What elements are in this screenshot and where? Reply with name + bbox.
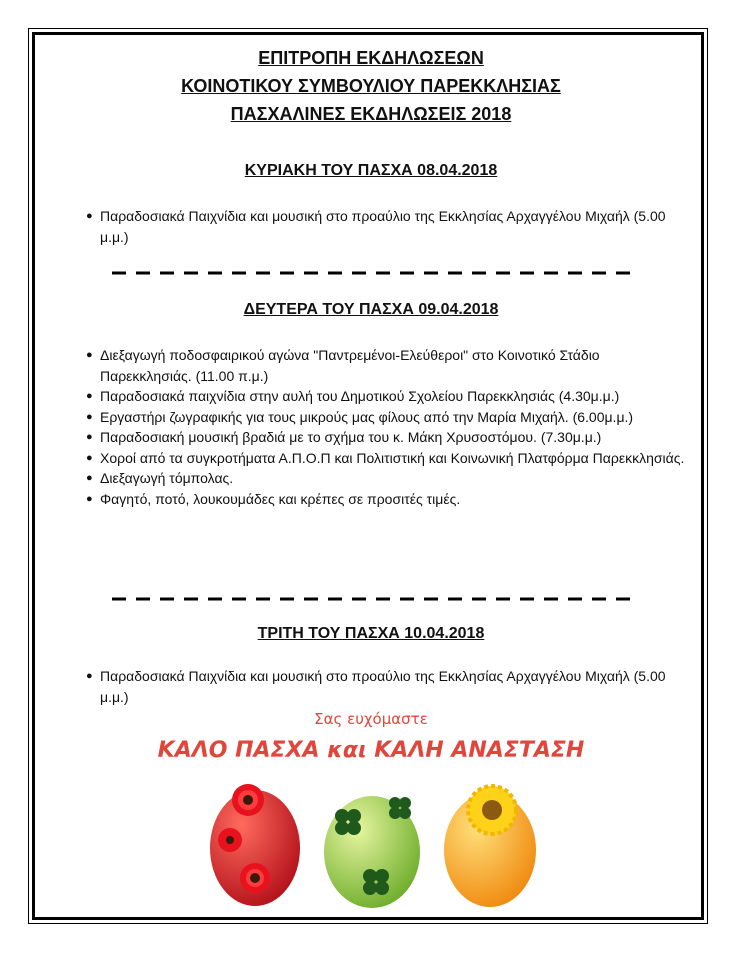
section-title-tuesday: ΤΡΙΤΗ ΤΟΥ ΠΑΣΧΑ 10.04.2018: [257, 625, 485, 642]
list-item-text: Διεξαγωγή τόμπολας.: [100, 470, 234, 486]
list-item-text: Φαγητό, ποτό, λουκουμάδες και κρέπες σε προσιτές τιμές.: [100, 490, 461, 507]
section-title-sunday: ΚΥΡΙΑΚΗ ΤΟΥ ΠΑΣΧΑ 08.04.2018: [244, 162, 498, 179]
header-title-2: ΚΟΙΝΟΤΙΚΟΥ ΣΥΜΒΟΥΛΙΟΥ ΠΑΡΕΚΚΛΗΣΙΑΣ: [181, 76, 561, 96]
red-flower-icon: [218, 828, 242, 852]
list-item: [86, 407, 686, 428]
red-flower-icon: [232, 784, 264, 816]
list-item: [86, 345, 686, 386]
red-flower-icon: [240, 863, 270, 893]
divider-2: [112, 597, 638, 601]
list-item-text: Παραδοσιακά Παιχνίδια και μουσική στο προαύλιο της Εκκλησίας Αρχαγγέλου Μιχαήλ (5.00 μ.μ.): [100, 668, 666, 705]
easter-eggs-illustration: [200, 770, 550, 910]
list-item-text: Παραδοσιακά Παιχνίδια και μουσική στο προαύλιο της Εκκλησίας Αρχαγγέλου Μιχαήλ (5.00 μ.μ.): [100, 208, 666, 245]
list-item-text: Παραδοσιακά παιχνίδια στην αυλή του Δημοτικού Σχολείου Παρεκκλησιάς (4.30μ.μ.): [100, 388, 620, 404]
list-item: [86, 489, 686, 510]
red-egg-icon: [210, 784, 300, 906]
list-item: [86, 206, 686, 247]
list-item-text: Χοροί από τα συγκροτήματα Α.Π.Ο.Π και Πολιτιστική και Κοινωνική Πλατφόρμα Παρεκκλησιάς.: [100, 449, 685, 466]
list-item: [86, 386, 686, 407]
list-item-text: Εργαστήρι ζωγραφικής για τους μικρούς μας φίλους από την Μαρία Μιχαήλ. (6.00μ.μ.): [100, 408, 634, 425]
list-item-text: Διεξαγωγή ποδοσφαιρικού αγώνα "Παντρεμένοι-Ελεύθεροι" στο Κοινοτικό Στάδιο Παρεκκλησιάς. (11.00 π.μ.): [100, 347, 600, 384]
sunflower-icon: [468, 786, 516, 834]
list-item: [86, 468, 686, 489]
header-title-1: ΕΠΙΤΡΟΠΗ ΕΚΔΗΛΩΣΕΩΝ: [258, 48, 484, 68]
list-sunday: [86, 206, 686, 247]
list-tuesday: [86, 666, 686, 707]
yellow-egg-icon: [444, 786, 536, 907]
list-item: [86, 427, 686, 448]
list-monday: [86, 345, 686, 509]
list-item: [86, 448, 686, 469]
list-item: [86, 666, 686, 707]
greeting-small: Σας ευχόμαστε: [314, 710, 428, 728]
list-item-text: Παραδοσιακή μουσική βραδιά με το σχήμα του κ. Μάκη Χρυσοστόμου. (7.30μ.μ.): [100, 429, 602, 445]
greeting-big: ΚΑΛΟ ΠΑΣΧΑ και ΚΑΛΗ ΑΝΑΣΤΑΣΗ: [157, 738, 585, 763]
divider-1: [112, 271, 638, 275]
green-egg-icon: [324, 796, 420, 908]
section-title-monday: ΔΕΥΤΕΡΑ ΤΟΥ ΠΑΣΧΑ 09.04.2018: [243, 301, 499, 318]
header-title-3: ΠΑΣΧΑΛΙΝΕΣ ΕΚΔΗΛΩΣΕΙΣ 2018: [230, 104, 512, 124]
